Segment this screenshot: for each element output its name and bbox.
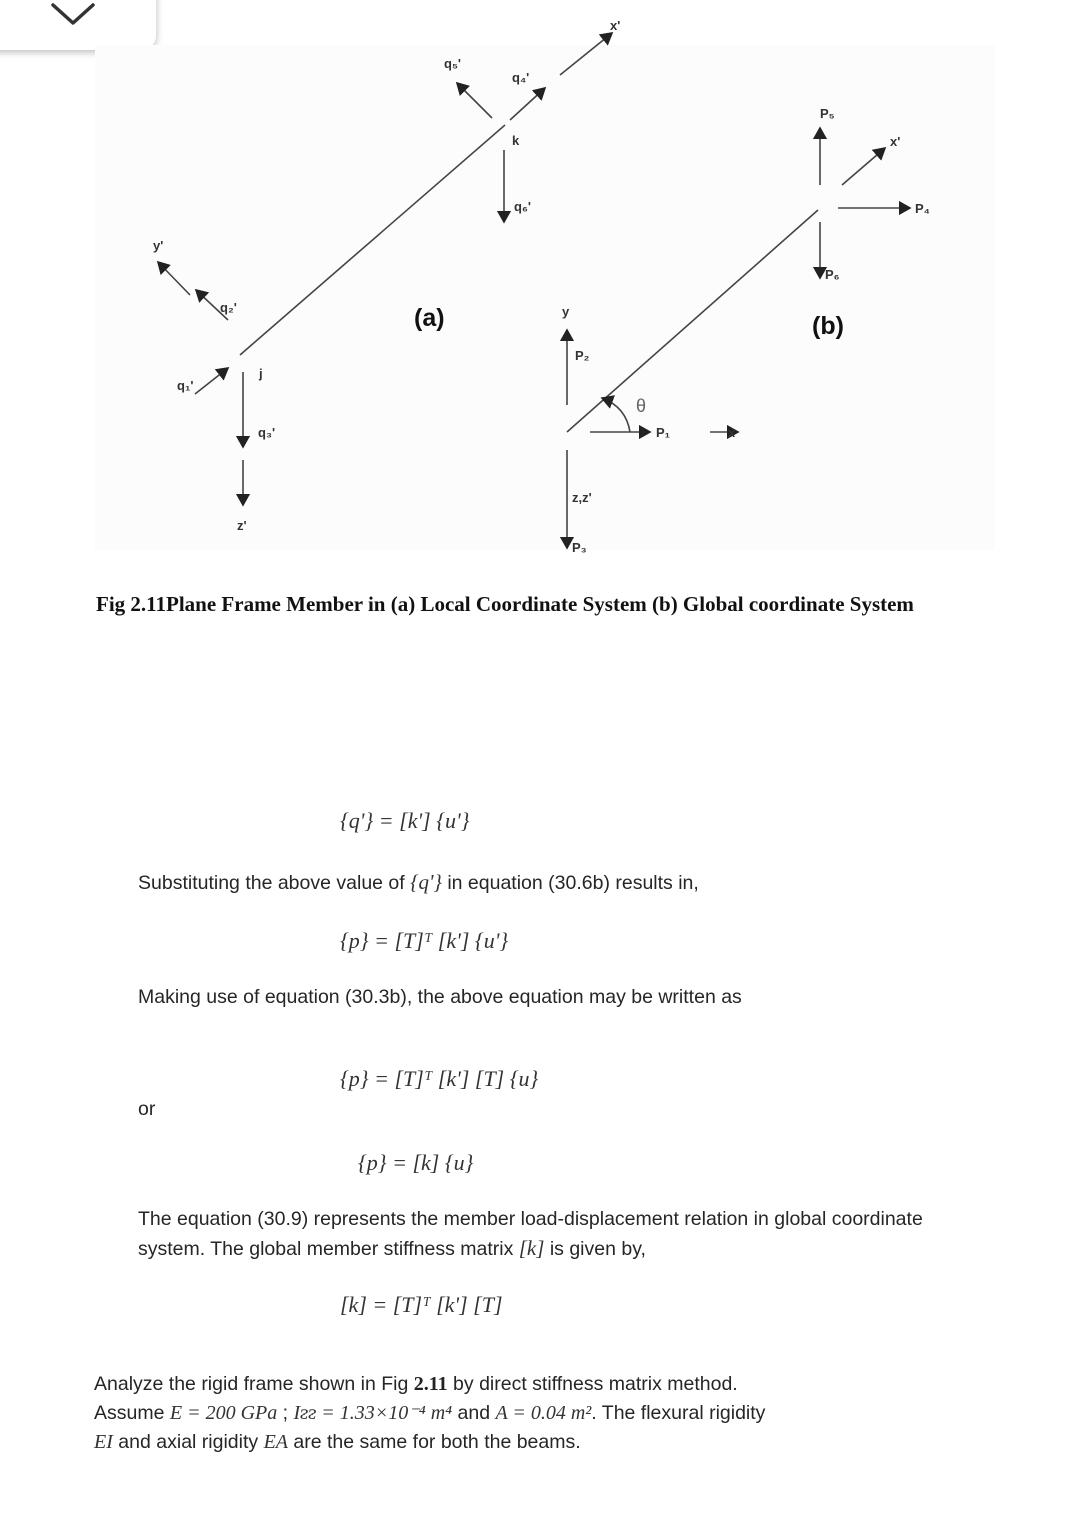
text-fragment: ;: [277, 1402, 294, 1424]
paragraph-equation-309: [138, 1205, 978, 1264]
label-q5: q₅': [444, 56, 461, 71]
paragraph-substituting: [138, 870, 699, 895]
text-fragment: are the same for both the beams.: [288, 1431, 581, 1453]
text-fragment: . The flexural rigidity: [591, 1402, 766, 1424]
label-p4: P₄: [915, 201, 930, 216]
label-p2: P₂: [575, 348, 590, 363]
text-fragment: Substituting the above value of: [138, 872, 411, 894]
label-p3: P₃: [572, 540, 587, 555]
figure-plane-frame: [0, 0, 1080, 580]
label-p5: P₅: [820, 106, 835, 121]
paragraph-making-use: Making use of equation (30.3b), the above equation may be written as: [138, 986, 742, 1008]
label-b-x-local: x': [890, 134, 901, 149]
text-fragment: and axial rigidity: [112, 1431, 264, 1453]
equation-p-local: {p} = [T]ᵀ [k'] {u'}: [340, 928, 509, 953]
panel-label-b: (b): [812, 312, 844, 340]
figure-reference: 2.11: [413, 1373, 448, 1395]
label-q1: q₁': [177, 378, 194, 393]
text-fragment: Analyze the rigid frame shown in Fig: [94, 1373, 414, 1395]
panel-label-a: (a): [414, 304, 445, 332]
label-q6: q₆': [514, 199, 531, 214]
text-fragment: by direct stiffness matrix method.: [447, 1373, 738, 1395]
text-fragment: and: [452, 1402, 496, 1424]
math-fragment: EA: [263, 1431, 288, 1453]
text-or: or: [138, 1098, 156, 1120]
math-fragment: {q'}: [410, 870, 442, 894]
label-y-prime: y': [153, 238, 164, 253]
figure-caption: Fig 2.11Plane Frame Member in (a) Local Coordinate System (b) Global coordinate System: [96, 592, 914, 616]
paragraph-problem: [94, 1370, 914, 1457]
label-q3: q₃': [258, 425, 276, 440]
math-fragment: A = 0.04 m²: [495, 1402, 592, 1424]
text-fragment: Assume: [94, 1402, 170, 1424]
math-fragment: E = 200 GPa: [169, 1402, 278, 1424]
label-x-prime: x': [610, 18, 621, 33]
text-fragment: in equation (30.6b) results in,: [441, 872, 699, 894]
label-b-zz: z,z': [572, 490, 592, 505]
label-b-y: y: [562, 304, 570, 319]
label-q4: q₄': [512, 70, 530, 85]
label-theta: θ: [636, 396, 647, 416]
equation-p-global: {p} = [k] {u}: [358, 1150, 474, 1175]
label-node-j: j: [259, 366, 263, 381]
label-p6: P₆: [825, 267, 840, 282]
equation-p-transform: {p} = [T]ᵀ [k'] [T] {u}: [340, 1066, 539, 1091]
label-z-prime: z': [237, 518, 247, 533]
label-p1: P₁: [656, 425, 671, 440]
label-b-x: x: [728, 425, 736, 440]
equation-k-global: [k] = [T]ᵀ [k'] [T]: [340, 1292, 503, 1317]
math-fragment: [k]: [518, 1236, 545, 1260]
text-fragment: is given by,: [544, 1238, 646, 1260]
text-fragment: The equation (30.9) represents the member load-displacement relation in global coordinate system. The global member stiffness matrix: [138, 1208, 923, 1260]
math-fragment: Iᴤᴤ = 1.33×10⁻⁴ m⁴: [293, 1402, 453, 1424]
label-node-k: k: [512, 133, 520, 148]
label-q2: q₂': [220, 300, 237, 315]
math-fragment: EI: [94, 1431, 113, 1453]
equation-q: {q'} = [k'] {u'}: [340, 808, 470, 833]
